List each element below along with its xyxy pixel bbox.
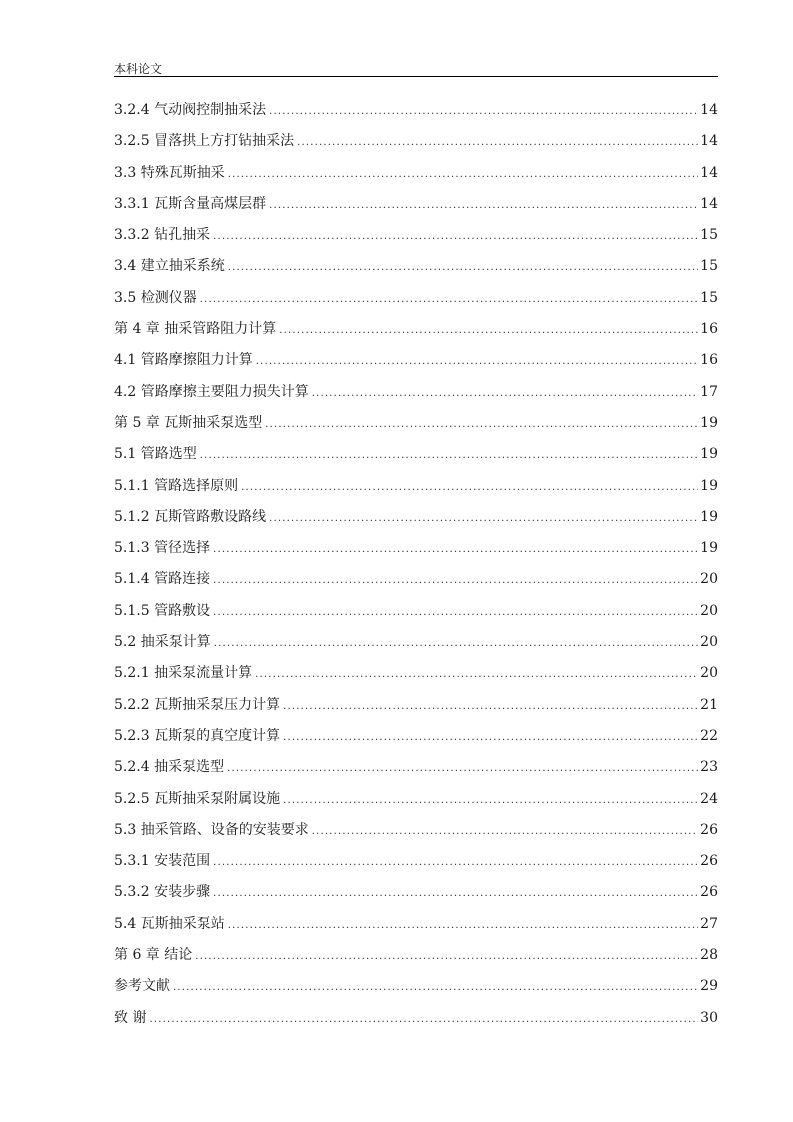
toc-entry-title: 3.5 检测仪器 — [114, 289, 197, 306]
toc-entry[interactable] — [114, 632, 718, 663]
toc-entry-page-number: 14 — [700, 164, 718, 181]
toc-entry[interactable] — [114, 820, 718, 851]
table-of-contents — [114, 100, 718, 1039]
toc-entry-title: 致 谢 — [114, 1009, 147, 1026]
toc-dot-leader — [213, 603, 698, 623]
toc-entry-page-number: 19 — [700, 446, 718, 463]
toc-entry-page-number: 15 — [700, 227, 718, 244]
toc-entry-title: 5.1.1 管路选择原则 — [114, 477, 239, 494]
toc-entry-title: 5.2.4 抽采泵选型 — [114, 759, 225, 776]
toc-entry[interactable] — [114, 569, 718, 600]
toc-dot-leader — [228, 916, 698, 936]
toc-entry-title: 5.4 瓦斯抽采泵站 — [114, 915, 225, 932]
toc-dot-leader — [283, 697, 698, 717]
toc-dot-leader — [269, 196, 698, 216]
toc-dot-leader — [255, 665, 698, 685]
toc-entry-title: 第 5 章 瓦斯抽采泵选型 — [114, 414, 263, 431]
toc-entry-title: 3.3.1 瓦斯含量高煤层群 — [114, 195, 267, 212]
toc-dot-leader — [312, 822, 698, 842]
toc-entry-page-number: 26 — [700, 853, 718, 870]
toc-entry-title: 3.4 建立抽采系统 — [114, 258, 225, 275]
toc-dot-leader — [283, 728, 698, 748]
toc-entry[interactable] — [114, 538, 718, 569]
toc-dot-leader — [283, 791, 698, 811]
toc-entry-title: 3.3 特殊瓦斯抽采 — [114, 164, 225, 181]
toc-dot-leader — [269, 102, 698, 122]
toc-entry-page-number: 20 — [700, 602, 718, 619]
toc-entry[interactable] — [114, 507, 718, 538]
toc-entry-page-number: 14 — [700, 133, 718, 150]
toc-entry-page-number: 20 — [700, 571, 718, 588]
toc-entry-title: 3.2.5 冒落拱上方打钻抽采法 — [114, 133, 295, 150]
toc-dot-leader — [227, 759, 698, 779]
toc-entry-title: 参考文献 — [114, 978, 170, 995]
toc-entry-title: 5.1.3 管径选择 — [114, 540, 211, 557]
toc-dot-leader — [213, 853, 698, 873]
toc-entry[interactable] — [114, 319, 718, 350]
toc-dot-leader — [269, 509, 698, 529]
toc-entry-title: 5.1 管路选型 — [114, 446, 197, 463]
toc-dot-leader — [200, 446, 698, 466]
toc-entry[interactable] — [114, 413, 718, 444]
toc-dot-leader — [200, 290, 698, 310]
toc-entry[interactable] — [114, 882, 718, 913]
toc-entry-page-number: 28 — [700, 947, 718, 964]
toc-entry-page-number: 27 — [700, 915, 718, 932]
toc-dot-leader — [213, 884, 698, 904]
page-header — [114, 58, 718, 77]
toc-entry-title: 5.2.5 瓦斯抽采泵附属设施 — [114, 790, 281, 807]
toc-dot-leader — [213, 540, 698, 560]
toc-dot-leader — [228, 165, 698, 185]
toc-entry[interactable] — [114, 695, 718, 726]
toc-entry[interactable] — [114, 225, 718, 256]
toc-dot-leader — [256, 352, 698, 372]
toc-entry[interactable] — [114, 851, 718, 882]
toc-entry-page-number: 16 — [700, 321, 718, 338]
toc-entry-page-number: 19 — [700, 477, 718, 494]
toc-entry-title: 5.2 抽采泵计算 — [114, 634, 211, 651]
toc-dot-leader — [213, 227, 698, 247]
toc-dot-leader — [241, 478, 698, 498]
toc-entry[interactable] — [114, 914, 718, 945]
toc-entry-title: 5.3.1 安装范围 — [114, 853, 211, 870]
toc-entry[interactable] — [114, 131, 718, 162]
toc-entry-page-number: 29 — [700, 978, 718, 995]
toc-entry[interactable] — [114, 476, 718, 507]
toc-entry[interactable] — [114, 444, 718, 475]
toc-entry-page-number: 15 — [700, 289, 718, 306]
toc-entry-page-number: 20 — [700, 634, 718, 651]
toc-entry-title: 3.3.2 钻孔抽采 — [114, 227, 211, 244]
toc-entry-page-number: 23 — [700, 759, 718, 776]
toc-entry-title: 3.2.4 气动阀控制抽采法 — [114, 102, 267, 118]
toc-entry-page-number: 19 — [700, 508, 718, 525]
toc-entry-page-number: 30 — [700, 1009, 718, 1026]
toc-entry-page-number: 19 — [700, 540, 718, 557]
toc-entry-title: 5.1.4 管路连接 — [114, 571, 211, 588]
toc-entry-title: 4.1 管路摩擦阻力计算 — [114, 352, 253, 369]
toc-dot-leader — [265, 415, 698, 435]
toc-dot-leader — [195, 947, 698, 967]
toc-entry[interactable] — [114, 288, 718, 319]
toc-entry[interactable] — [114, 163, 718, 194]
toc-entry[interactable] — [114, 601, 718, 632]
toc-entry-page-number: 15 — [700, 258, 718, 275]
toc-dot-leader — [173, 978, 698, 998]
toc-entry-page-number: 16 — [700, 352, 718, 369]
toc-dot-leader — [312, 384, 698, 404]
toc-entry-title: 5.3 抽采管路、设备的安装要求 — [114, 821, 309, 838]
toc-entry-page-number: 21 — [700, 696, 718, 713]
toc-entry[interactable] — [114, 789, 718, 820]
toc-entry-page-number: 22 — [700, 727, 718, 744]
toc-entry-page-number: 26 — [700, 884, 718, 901]
toc-entry-title: 5.1.5 管路敷设 — [114, 602, 211, 619]
toc-dot-leader — [279, 321, 698, 341]
header-title: 本科论文 — [114, 62, 163, 76]
toc-entry[interactable] — [114, 350, 718, 381]
toc-entry-title: 5.3.2 安装步骤 — [114, 884, 211, 901]
toc-dot-leader — [213, 571, 698, 591]
toc-entry[interactable] — [114, 1008, 718, 1039]
toc-entry-page-number: 17 — [700, 383, 718, 400]
toc-dot-leader — [214, 634, 698, 654]
toc-entry-title: 4.2 管路摩擦主要阻力损失计算 — [114, 383, 309, 400]
toc-entry[interactable] — [114, 757, 718, 788]
toc-entry-title: 第 4 章 抽采管路阻力计算 — [114, 321, 277, 338]
toc-entry[interactable] — [114, 976, 718, 1007]
toc-entry[interactable] — [114, 945, 718, 976]
toc-dot-leader — [149, 1010, 698, 1030]
toc-entry-title: 5.2.3 瓦斯泵的真空度计算 — [114, 727, 281, 744]
toc-entry[interactable] — [114, 663, 718, 694]
toc-entry-title: 5.2.2 瓦斯抽采泵压力计算 — [114, 696, 281, 713]
toc-entry[interactable] — [114, 382, 718, 413]
toc-entry[interactable] — [114, 256, 718, 287]
toc-dot-leader — [228, 258, 698, 278]
toc-entry-page-number: 20 — [700, 665, 718, 682]
toc-entry-title: 5.2.1 抽采泵流量计算 — [114, 665, 253, 682]
toc-entry-page-number: 19 — [700, 414, 718, 431]
toc-entry-page-number: 14 — [700, 102, 718, 118]
toc-entry[interactable] — [114, 726, 718, 757]
toc-entry-page-number: 26 — [700, 821, 718, 838]
toc-entry-page-number: 14 — [700, 195, 718, 212]
toc-entry-title: 5.1.2 瓦斯管路敷设路线 — [114, 508, 267, 525]
toc-entry[interactable] — [114, 194, 718, 225]
toc-entry-title: 第 6 章 结论 — [114, 947, 193, 964]
toc-entry[interactable] — [114, 100, 718, 131]
toc-entry-page-number: 24 — [700, 790, 718, 807]
toc-dot-leader — [297, 133, 698, 153]
